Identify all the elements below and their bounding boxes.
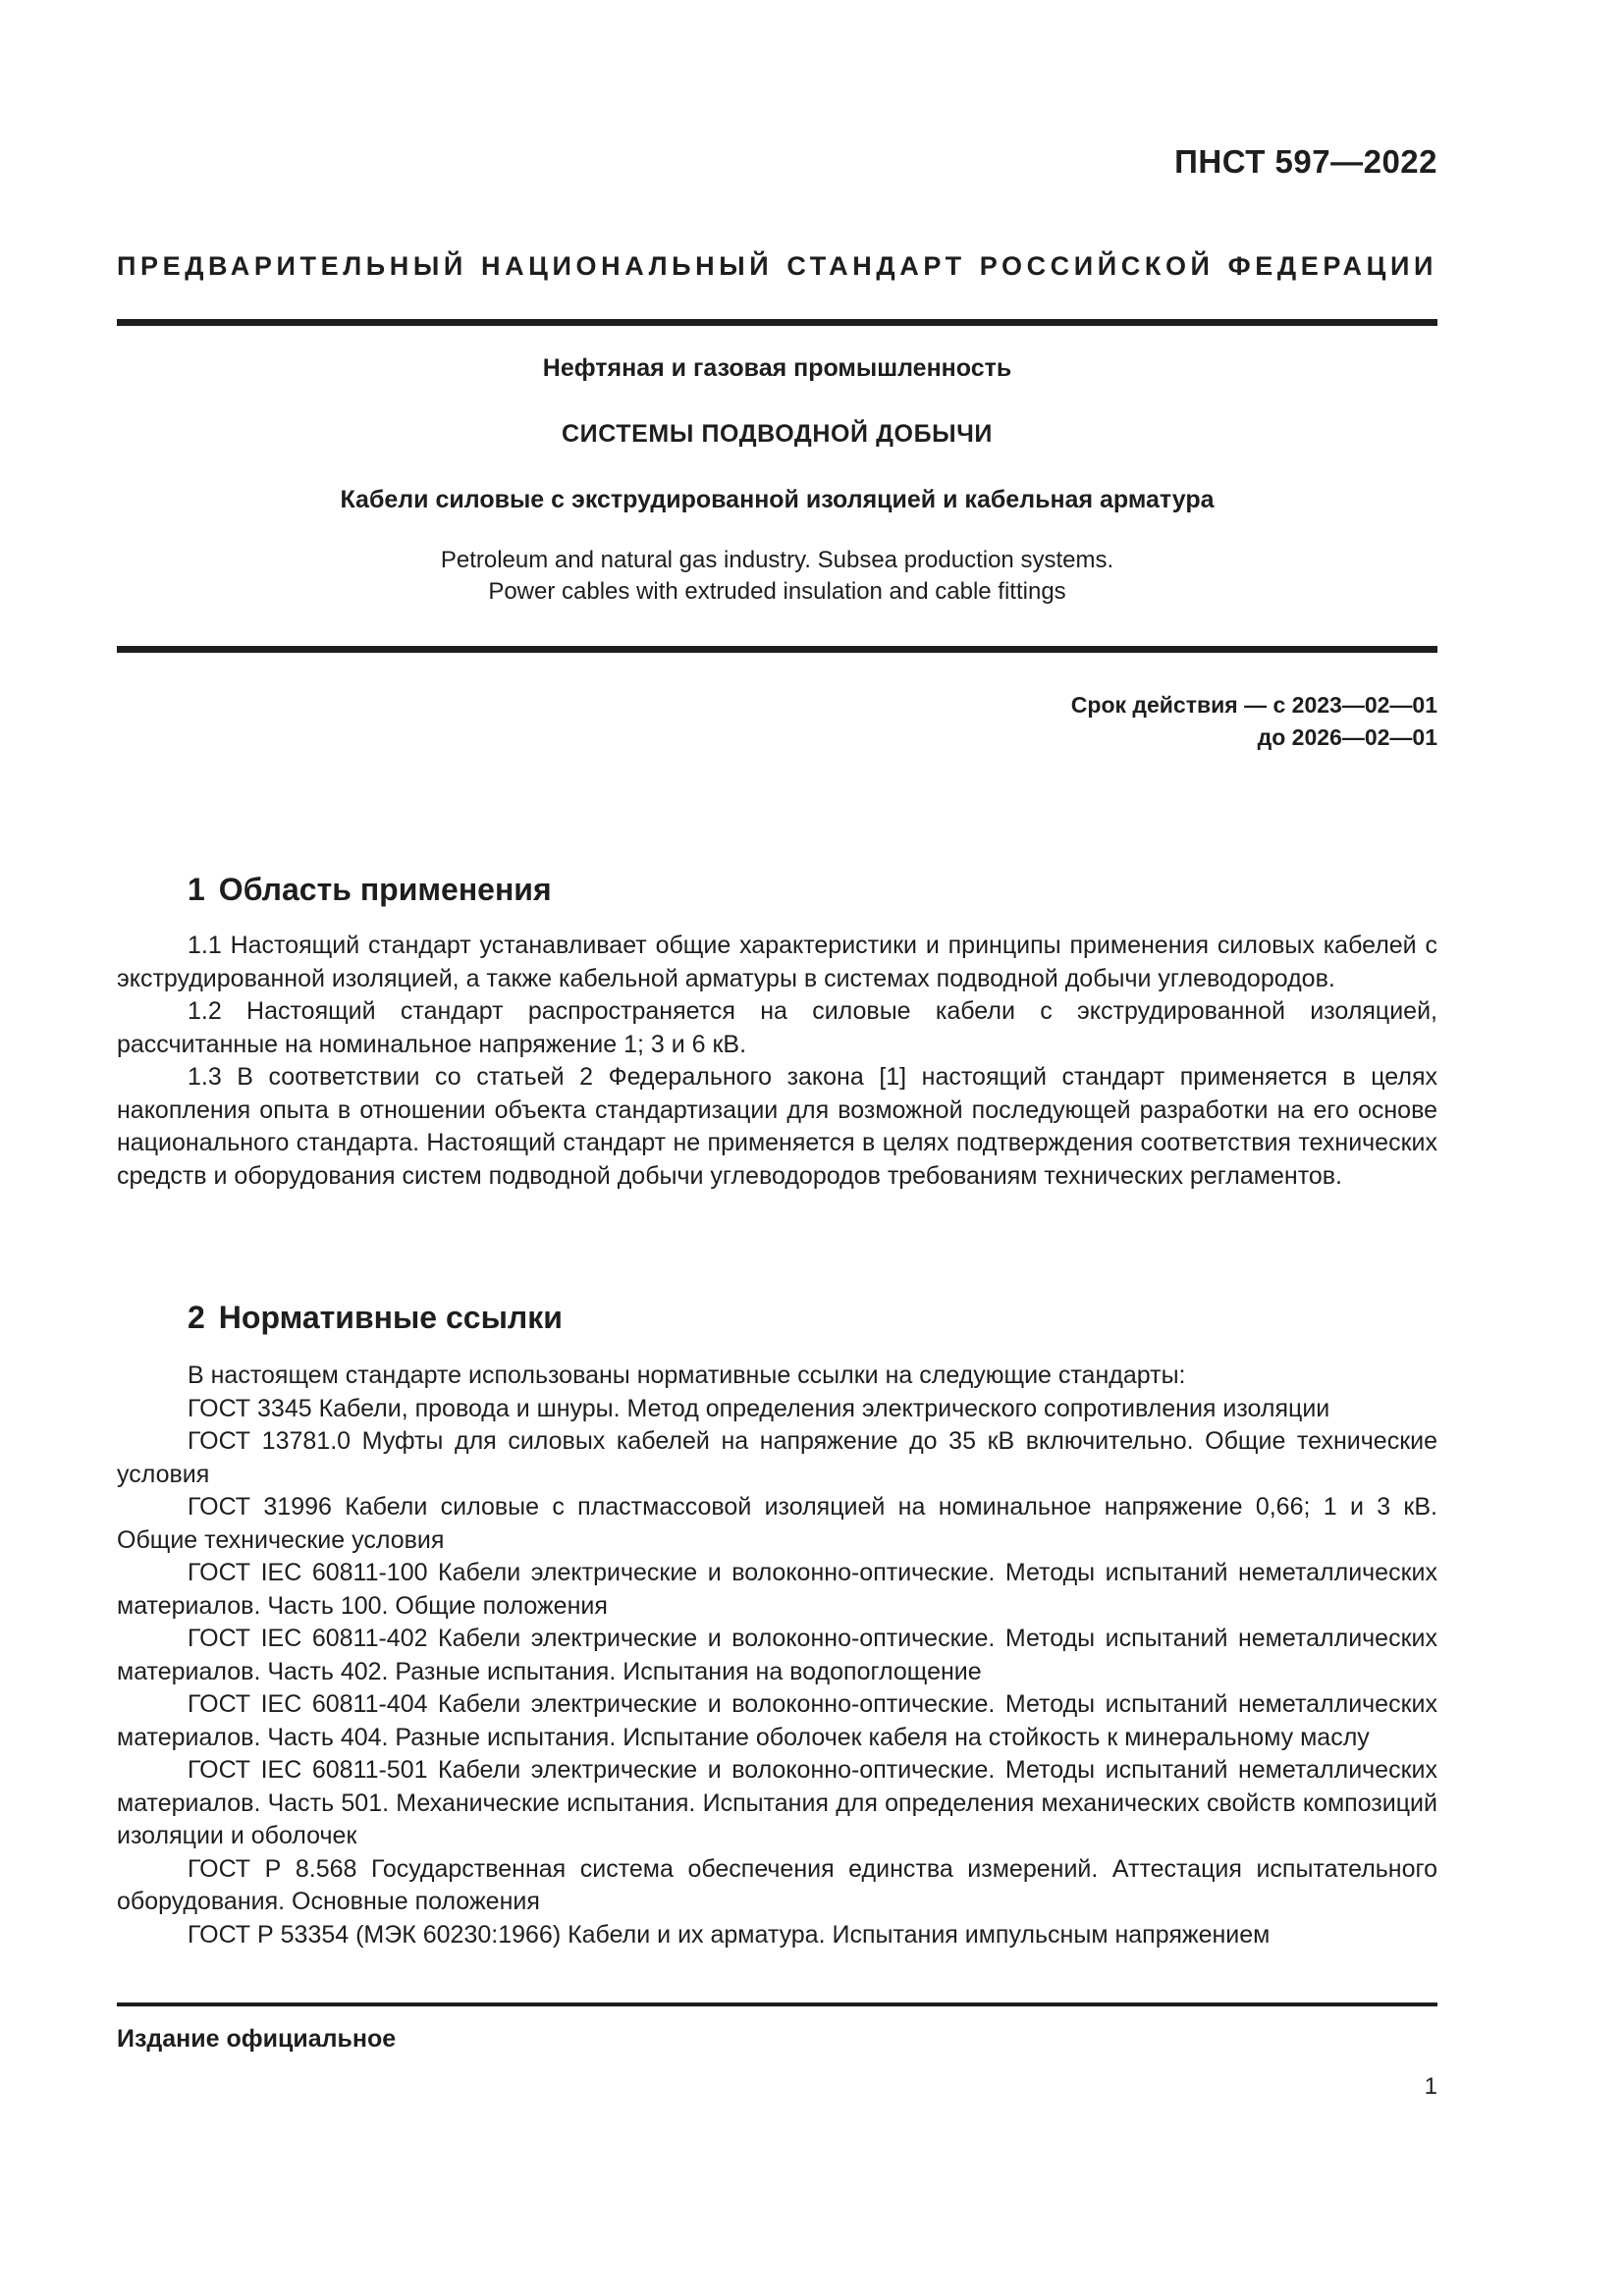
reference-item: ГОСТ 13781.0 Муфты для силовых кабелей на напряжение до 35 кВ включительно. Общие технические условия [117, 1427, 1437, 1488]
title-subject: Кабели силовые с экструдированной изоляцией и кабельная арматура [340, 486, 1215, 513]
paragraph: 1.3 В соответствии со статьей 2 Федерального закона [1] настоящий стандарт применяется в целях накопления опыта в отношении объекта стандартизации для возможной последующей разработки на его основе национального стандарта. Настоящий стандарт не применяется в целях подтверждения соответствия технических средств и оборудования систем подводной добычи углеводородов требованиям технических регламентов. [117, 1063, 1437, 1190]
section-body-references [117, 1360, 1437, 1951]
validity-period [1071, 689, 1437, 754]
section-title: Область применения [218, 872, 552, 907]
document-page [117, 0, 1437, 2296]
footer-rule [117, 2002, 1437, 2006]
edition-label: Издание официальное [117, 2025, 397, 2053]
reference-item: ГОСТ IEC 60811-100 Кабели электрические и волоконно-оптические. Методы испытаний неметаллических материалов. Часть 100. Общие положения [117, 1559, 1437, 1620]
header-rule-top [117, 319, 1437, 326]
validity-to: до 2026—02—01 [1257, 724, 1437, 750]
reference-item: ГОСТ IEC 60811-404 Кабели электрические и волоконно-оптические. Методы испытаний неметаллических материалов. Часть 404. Разные испытания. Испытание оболочек кабеля на стойкость к минеральному маслу [117, 1690, 1437, 1751]
section-number: 2 [188, 1300, 205, 1335]
paragraph: 1.2 Настоящий стандарт распространяется на силовые кабели с экструдированной изоляцией, рассчитанные на номинальное напряжение 1; 3 и 6 кВ. [117, 997, 1437, 1058]
reference-item: ГОСТ IEC 60811-402 Кабели электрические и волоконно-оптические. Методы испытаний неметаллических материалов. Часть 402. Разные испытания. Испытания на водопоглощение [117, 1625, 1437, 1685]
title-system: СИСТЕМЫ ПОДВОДНОЙ ДОБЫЧИ [562, 420, 993, 448]
reference-item: ГОСТ 31996 Кабели силовые с пластмассовой изоляцией на номинальное напряжение 0,66; 1 и 3 кВ. Общие технические условия [117, 1493, 1437, 1554]
page-number: 1 [1424, 2073, 1437, 2100]
section-heading-references [188, 1300, 563, 1336]
title-english-line-2: Power cables with extruded insulation and cable fittings [488, 578, 1066, 605]
reference-item: ГОСТ Р 8.568 Государственная система обеспечения единства измерений. Аттестация испытательного оборудования. Основные положения [117, 1854, 1437, 1915]
paragraph: 1.1 Настоящий стандарт устанавливает общие характеристики и принципы применения силовых кабелей с экструдированной изоляцией, а также кабельной арматуры в системах подводной добычи углеводородов. [117, 932, 1437, 992]
section-title: Нормативные ссылки [218, 1300, 563, 1335]
reference-item: ГОСТ IEC 60811-501 Кабели электрические и волоконно-оптические. Методы испытаний неметаллических материалов. Часть 501. Механические испытания. Испытания для определения механических свойств композиций изоляции и оболочек [117, 1756, 1437, 1849]
standard-designation: ПНСТ 597—2022 [1174, 143, 1437, 180]
section-heading-scope [188, 872, 552, 908]
header-rule-bottom [117, 646, 1437, 653]
title-english-line-1: Petroleum and natural gas industry. Subsea production systems. [440, 547, 1114, 573]
standard-kind: ПРЕДВАРИТЕЛЬНЫЙ НАЦИОНАЛЬНЫЙ СТАНДАРТ РОССИЙСКОЙ ФЕДЕРАЦИИ [117, 251, 1437, 281]
reference-item: ГОСТ Р 53354 (МЭК 60230:1966) Кабели и их арматура. Испытания импульсным напряжением [188, 1920, 1271, 1949]
paragraph: В настоящем стандарте использованы нормативные ссылки на следующие стандарты: [188, 1362, 1186, 1389]
section-number: 1 [188, 872, 205, 907]
reference-item: ГОСТ 3345 Кабели, провода и шнуры. Метод определения электрического сопротивления изоляции [188, 1394, 1330, 1422]
section-body-scope [117, 930, 1437, 1193]
title-industry: Нефтяная и газовая промышленность [542, 354, 1012, 382]
validity-from: Срок действия — с 2023—02—01 [1070, 692, 1437, 718]
